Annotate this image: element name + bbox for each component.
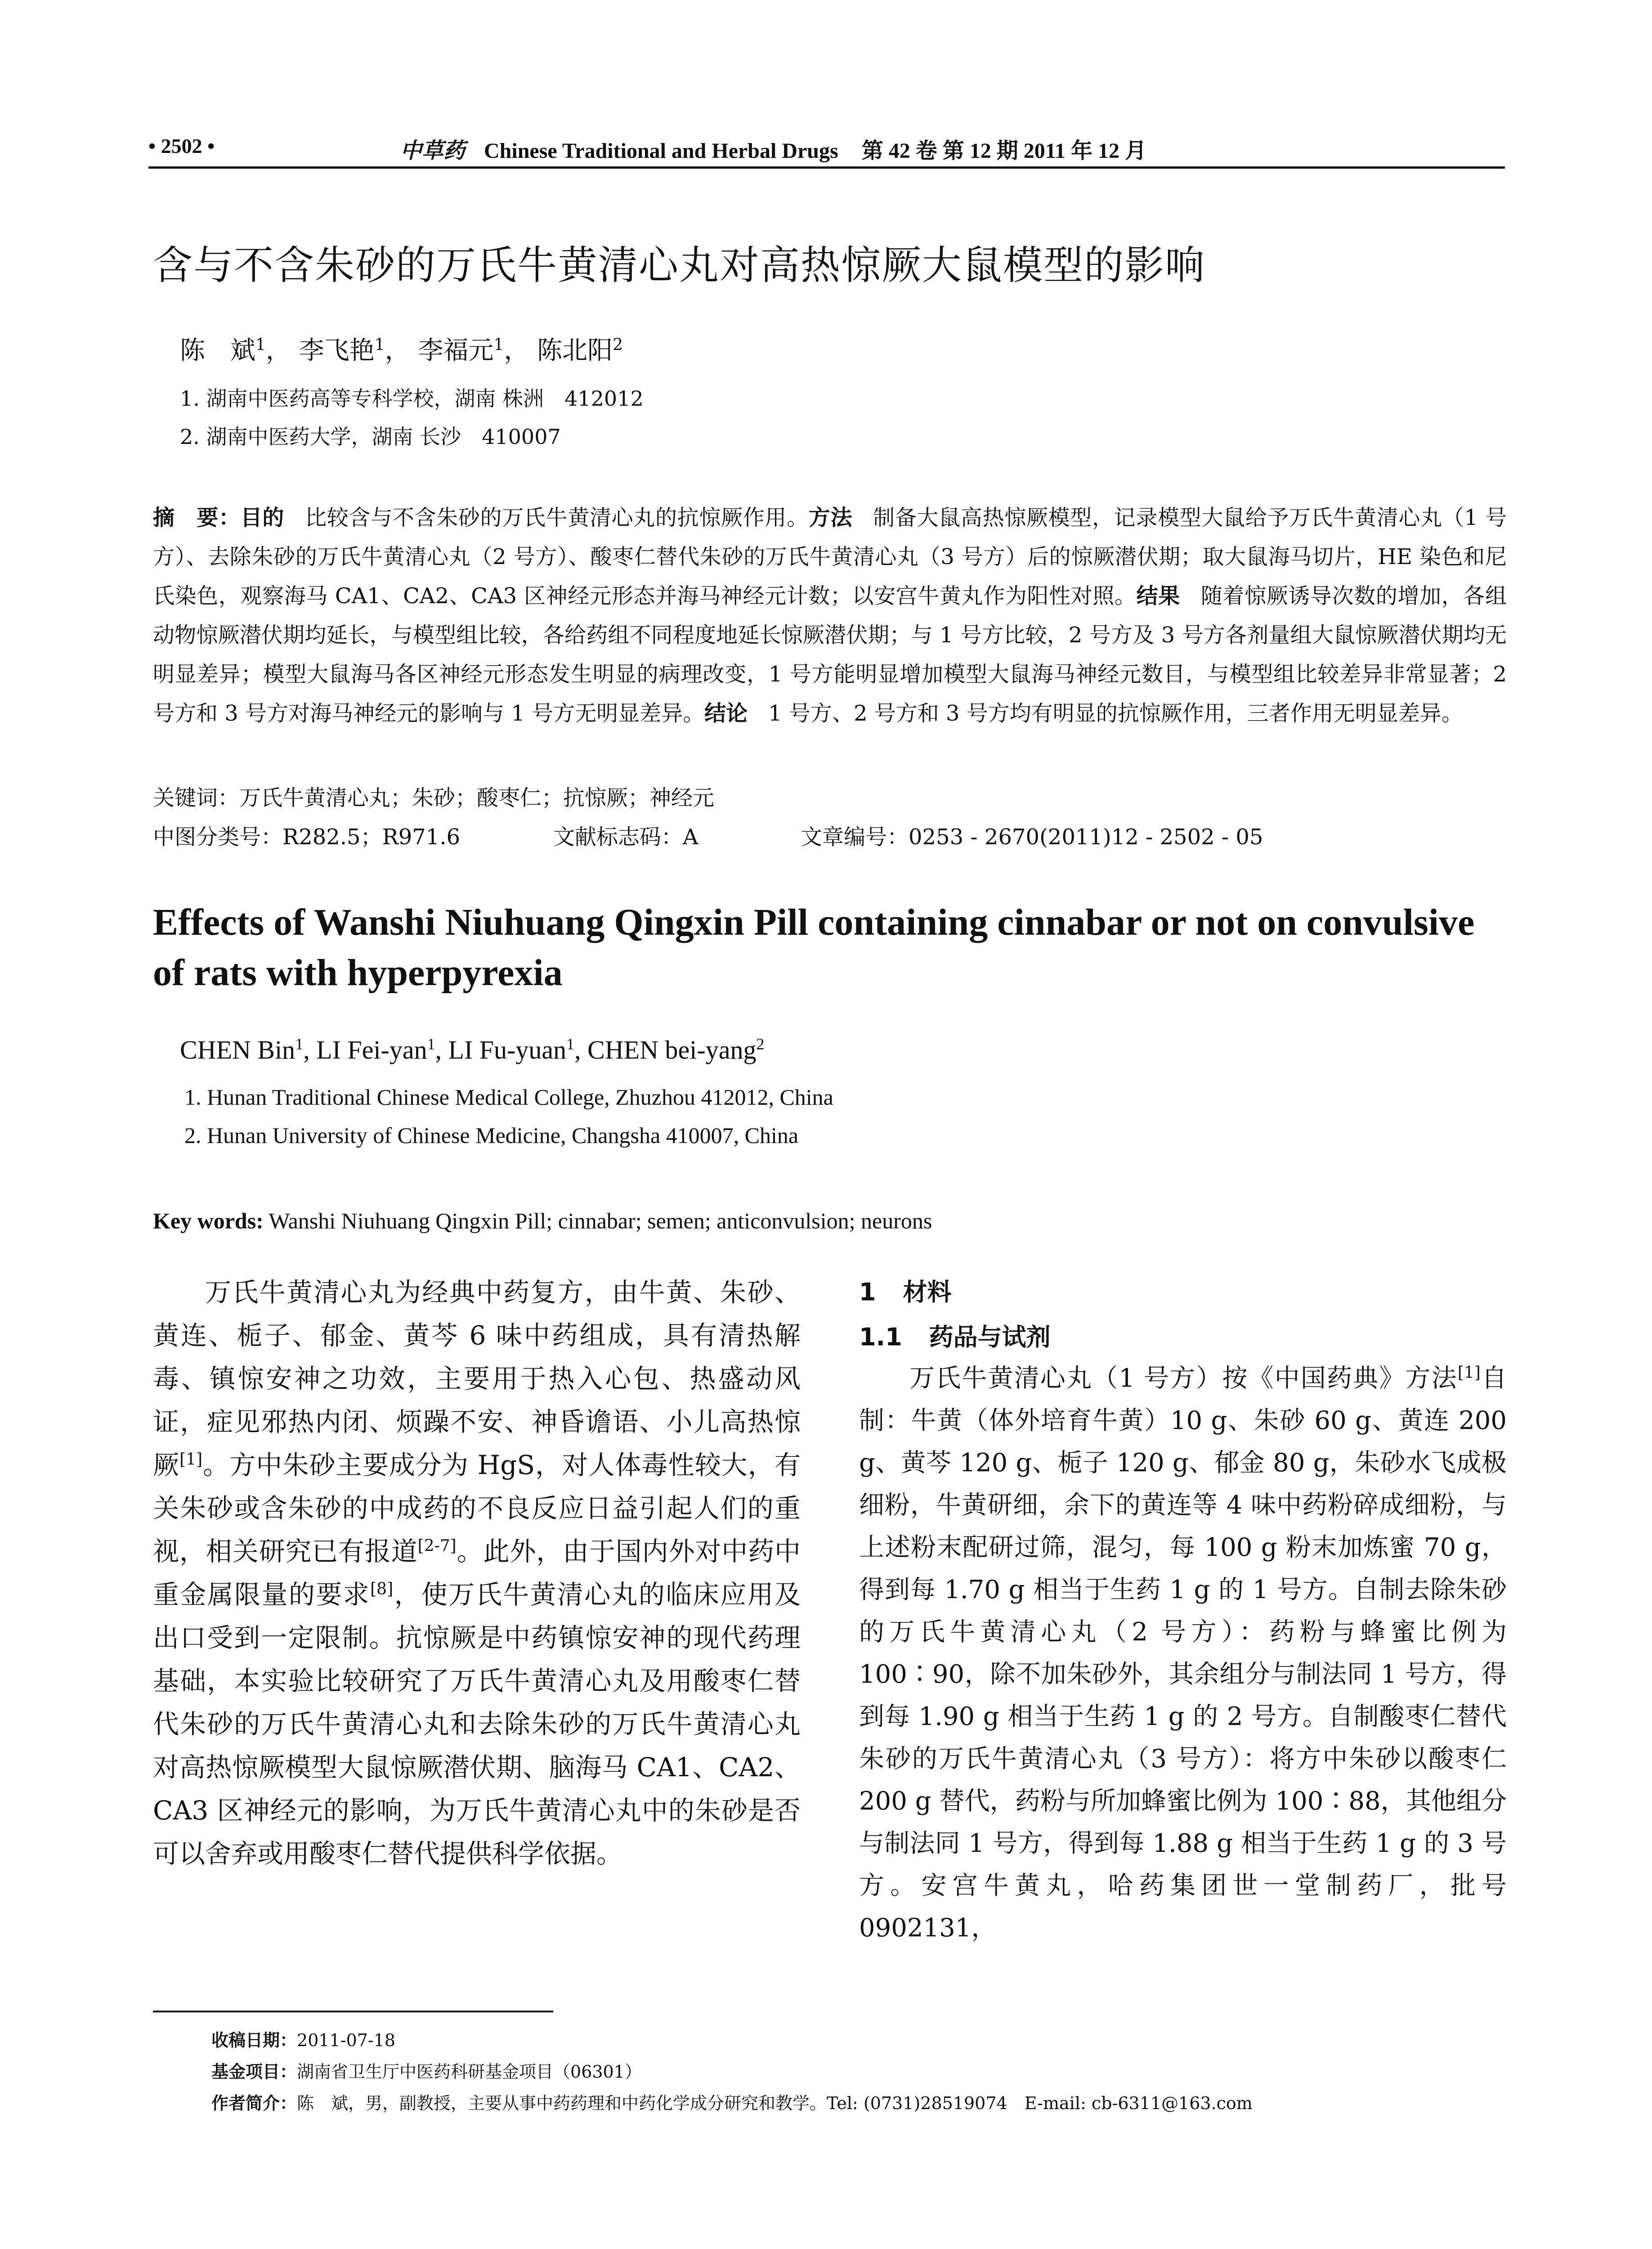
results-text: 随着惊厥诱导次数的增加，各组动物惊厥潜伏期均延长，与模型组比较，各给药组不同程度地延长惊厥潜伏期；与 1 号方比较，2 号方及 3 号方各剂量组大鼠惊厥潜伏期均无明显差异；模型大鼠海马各区神经元形态发生明显的病理改变，1 号方能明显增加模型大鼠海马神经元数目，与模型组比较差异非常显著；2 号方和 3 号方对海马神经元的影响与 1 号方无明显差异。 <box>153 583 1507 726</box>
paper-title-cn: 含与不含朱砂的万氏牛黄清心丸对高热惊厥大鼠模型的影响 <box>153 242 1206 288</box>
author-name: 李飞艳 <box>299 336 375 365</box>
paper-title-en: Effects of Wanshi Niuhuang Qingxin Pill containing cinnabar or not on convulsive of rats with hyperpyrexia <box>153 901 1475 994</box>
abstract-label: 摘 要： <box>153 505 241 530</box>
citation-ref: [8] <box>370 1580 394 1599</box>
results-label: 结果 <box>1136 583 1180 609</box>
affiliation-cn: 2. 湖南中医药大学，湖南 长沙 410007 <box>180 425 561 449</box>
fund-text: 湖南省卫生厅中医药科研基金项目（06301） <box>297 2062 642 2082</box>
received-date: 2011-07-18 <box>297 2030 396 2050</box>
keywords-en-label: Key words: <box>153 1208 264 1233</box>
doc-code-label: 文献标志码： <box>553 824 683 850</box>
intro-text: ，使万氏牛黄清心丸的临床应用及出口受到一定限制。抗惊厥是中药镇惊安神的现代药理基础，本实验比较研究了万氏牛黄清心丸及用酸枣仁替代朱砂的万氏牛黄清心丸和去除朱砂的万氏牛黄清心丸对高热惊厥模型大鼠惊厥潜伏期、脑海马 CA1、CA2、CA3 区神经元的影响，为万氏牛黄清心丸中的朱砂是否可以舍弃或用酸枣仁替代提供科学依据。 <box>153 1579 801 1869</box>
footnote-received <box>211 2026 395 2051</box>
materials-paragraph <box>859 1357 1507 1949</box>
author-name: 李福元 <box>418 336 494 365</box>
author-list-en: CHEN Bin$^1$, LI Fei-yan$^1$, LI Fu-yuan$^1$, CHEN bei-yang$^2$ <box>180 1035 765 1065</box>
issue-info: 第 42 卷 第 12 期 2011 年 12 月 <box>861 139 1147 163</box>
footnote-rule <box>153 2011 553 2012</box>
author-name: CHEN bei-yang <box>587 1035 757 1065</box>
author-affil-mark: 1 <box>374 336 385 354</box>
author-name: LI Fei-yan <box>316 1035 427 1065</box>
citation-ref: [1] <box>179 1450 203 1469</box>
author-affil-mark: 1 <box>427 1035 435 1053</box>
objective-label: 目的 <box>240 505 285 530</box>
methods-label: 方法 <box>808 505 853 530</box>
journal-name-cn: 中草药 <box>400 138 466 163</box>
clc-label: 中图分类号： <box>153 824 283 850</box>
intro-paragraph <box>153 1271 801 1875</box>
intro-text: 。此外，由于国内外对中药中重金属限量的要求 <box>153 1536 801 1610</box>
fund-label: 基金项目： <box>211 2062 297 2082</box>
author-affil-mark: 2 <box>756 1035 765 1053</box>
objective-text: 比较含与不含朱砂的万氏牛黄清心丸的抗惊厥作用。 <box>305 505 809 530</box>
author-name: CHEN Bin <box>180 1035 295 1065</box>
keywords-en-text: Wanshi Niuhuang Qingxin Pill; cinnabar; semen; anticonvulsion; neurons <box>269 1208 932 1233</box>
keywords-en <box>153 1208 932 1234</box>
author-affil-mark: 2 <box>613 336 623 354</box>
keywords-label: 关键词： <box>153 785 240 811</box>
article-number-value: 0253 - 2670(2011)12 - 2502 - 05 <box>909 824 1263 850</box>
doc-code-field <box>553 820 698 851</box>
citation-ref: [2-7] <box>417 1537 457 1555</box>
received-label: 收稿日期： <box>211 2030 297 2050</box>
section-heading <box>859 1273 952 1308</box>
affiliation-en: 1. Hunan Traditional Chinese Medical College, Zhuzhou 412012, China <box>184 1084 833 1110</box>
subsection-number: 1.1 <box>859 1323 902 1351</box>
header-rule <box>148 166 1505 169</box>
keywords-cn <box>153 780 714 811</box>
affiliation-cn: 1. 湖南中医药高等专科学校，湖南 株洲 412012 <box>180 386 644 411</box>
subsection-heading <box>859 1318 1051 1353</box>
keywords-text: 万氏牛黄清心丸；朱砂；酸枣仁；抗惊厥；神经元 <box>239 785 715 811</box>
article-number-field <box>801 820 1263 851</box>
affiliation-en: 2. Hunan University of Chinese Medicine, Changsha 410007, China <box>184 1123 799 1148</box>
author-name: 陈 斌 <box>180 336 255 365</box>
intro-text: 万氏牛黄清心丸为经典中药复方，由牛黄、朱砂、黄连、栀子、郁金、黄芩 6 味中药组成，具有清热解毒、镇惊安神之功效，主要用于热入心包、热盛动风证，症见邪热内闭、烦躁不安、神昏谵语、小儿高热惊厥 <box>153 1277 801 1480</box>
author-bio-text: 陈 斌，男，副教授，主要从事中药药理和中药化学成分研究和教学。Tel: (0731)28519074 E-mail: cb-6311@163.com <box>297 2093 1253 2113</box>
author-affil-mark: 1 <box>255 336 266 354</box>
conclusion-text: 1 号方、2 号方和 3 号方均有明显的抗惊厥作用，三者作用无明显差异。 <box>768 701 1463 726</box>
section-title: 材料 <box>903 1278 952 1306</box>
author-affil-mark: 1 <box>295 1035 304 1053</box>
page-number: • 2502 • <box>148 134 215 157</box>
doc-code-value: A <box>683 824 698 850</box>
author-list-cn: 陈 斌$^1$， 李飞艳$^1$， 李福元$^1$， 陈北阳$^2$ <box>180 336 623 365</box>
author-bio-label: 作者简介： <box>211 2093 297 2113</box>
running-head <box>400 133 1146 164</box>
citation-ref: [1] <box>1457 1363 1481 1382</box>
materials-text: 万氏牛黄清心丸（1 号方）按《中国药典》方法 <box>909 1364 1458 1393</box>
author-affil-mark: 1 <box>566 1035 575 1053</box>
intro-text: 。方中朱砂主要成分为 HgS，对人体毒性较大，有关朱砂或含朱砂的中成药的不良反应日益引起人们的重视，相关研究已有报道 <box>153 1450 801 1567</box>
conclusion-label: 结论 <box>704 701 748 726</box>
clc-value: R282.5；R971.6 <box>282 824 461 850</box>
journal-name-en: Chinese Traditional and Herbal Drugs <box>484 139 838 163</box>
author-name: 陈北阳 <box>537 336 613 365</box>
author-affil-mark: 1 <box>493 336 504 354</box>
article-number-label: 文章编号： <box>801 824 909 850</box>
abstract-cn <box>153 498 1507 733</box>
footnote-author <box>211 2089 1253 2114</box>
clc-field <box>153 820 460 851</box>
subsection-title: 药品与试剂 <box>929 1323 1051 1351</box>
methods-text: 制备大鼠高热惊厥模型，记录模型大鼠给予万氏牛黄清心丸（1 号方）、去除朱砂的万氏牛黄清心丸（2 号方）、酸枣仁替代朱砂的万氏牛黄清心丸（3 号方）后的惊厥潜伏期；取大鼠海马切片，HE 染色和尼氏染色，观察海马 CA1、CA2、CA3 区神经元形态并海马神经元计数；以安宫牛黄丸作为阳性对照。 <box>153 505 1507 609</box>
author-name: LI Fu-yuan <box>448 1035 567 1065</box>
footnote-fund <box>211 2058 642 2083</box>
section-number: 1 <box>859 1278 876 1306</box>
materials-text: 自制：牛黄（体外培育牛黄）10 g、朱砂 60 g、黄连 200 g、黄芩 120 g、栀子 120 g、郁金 80 g，朱砂水飞成极细粉，牛黄研细，余下的黄连等 4 味中药粉碎成细粉，与上述粉末配研过筛，混匀，每 100 g 粉末加炼蜜 70 g，得到每 1.70 g 相当于生药 1 g 的 1 号方。自制去除朱砂的万氏牛黄清心丸（2 号方）：药粉与蜂蜜比例为 100∶90，除不加朱砂外，其余组分与制法同 1 号方，得到每 1.90 g 相当于生药 1 g 的 2 号方。自制酸枣仁替代朱砂的万氏牛黄清心丸（3 号方）：将方中朱砂以酸枣仁 200 g 替代，药粉与所加蜂蜜比例为 100∶88，其他组分与制法同 1 号方，得到每 1.88 g 相当于生药 1 g 的 3 号方。安宫牛黄丸，哈药集团世一堂制药厂，批号 0902131， <box>859 1364 1507 1943</box>
